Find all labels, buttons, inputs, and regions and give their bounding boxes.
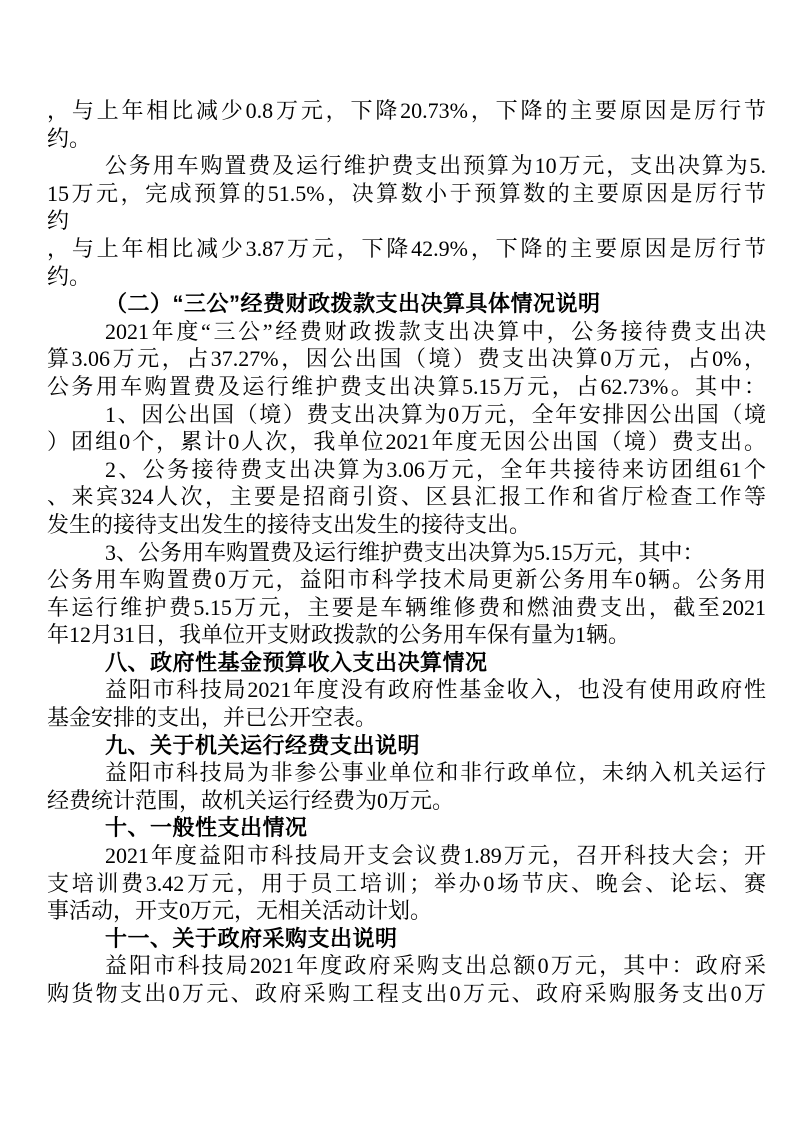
text-line: 事活动，开支0万元，无相关活动计划。 [47,898,433,924]
text-line: 2、公务接待费支出决算为3.06万元，全年共接待来访团组61个 [105,456,766,482]
text-line: 基金安排的支出，并已公开空表。 [47,705,378,731]
text-line: 算3.06万元，占37.27%，因公出国（境）费支出决算0万元，占0%， [47,346,766,372]
text-line: 15万元，完成预算的51.5%，决算数小于预算数的主要原因是厉行节 [47,180,766,206]
text-line: 公务用车购置费及运行维护费支出预算为10万元，支出决算为5. [105,153,766,179]
text-line: ，与上年相比减少3.87万元，下降42.9%，下降的主要原因是厉行节 [47,235,766,261]
text-line: ）团组0个，累计0人次，我单位2021年度无因公出国（境）费支出。 [47,429,766,455]
text-line: 支培训费3.42万元，用于员工培训；举办0场节庆、晚会、论坛、赛 [47,870,766,896]
text-line: 2021年度“三公”经费财政拨款支出决算中，公务接待费支出决 [105,318,766,344]
section-heading: 九、关于机关运行经费支出说明 [105,732,421,758]
text-line: 公务用车购置费0万元，益阳市科学技术局更新公务用车0辆。公务用 [47,567,766,593]
text-line: 约。 [47,125,92,151]
text-line: ，与上年相比减少0.8万元，下降20.73%，下降的主要原因是厉行节 [47,98,766,123]
section-heading: 十一、关于政府采购支出说明 [105,925,398,951]
text-line: 车运行维护费5.15万元，主要是车辆维修费和燃油费支出，截至2021 [47,594,766,620]
section-heading: 十、一般性支出情况 [105,815,308,841]
section-heading: 八、政府性基金预算收入支出决算情况 [105,649,488,675]
text-line: 、来宾324人次，主要是招商引资、区县汇报工作和省厅检查工作等 [47,484,766,510]
text-line: 益阳市科技局为非参公事业单位和非行政单位，未纳入机关运行 [105,760,766,786]
text-line: 年12月31日，我单位开支财政拨款的公务用车保有量为1辆。 [47,622,631,648]
text-line: 1、因公出国（境）费支出决算为0万元，全年安排因公出国（境 [105,401,766,427]
text-line: 约 [47,208,70,234]
text-line: 益阳市科技局2021年度政府采购支出总额0万元，其中：政府采 [105,953,766,979]
text-line: 经费统计范围，故机关运行经费为0万元。 [47,787,455,813]
text-line: 2021年度益阳市科技局开支会议费1.89万元，召开科技大会；开 [105,843,766,869]
text-line: 3、公务用车购置费及运行维护费支出决算为5.15万元，其中： [105,539,705,565]
section-heading: （二）“三公”经费财政拨款支出决算具体情况说明 [105,291,601,317]
text-line: 购货物支出0万元、政府采购工程支出0万元、政府采购服务支出0万 [47,981,766,1006]
text-line: 益阳市科技局2021年度没有政府性基金收入，也没有使用政府性 [105,677,766,703]
text-line: 发生的接待支出发生的接待支出发生的接待支出。 [47,511,532,537]
document-body [47,97,766,1008]
text-line: 约。 [47,263,92,289]
text-line: 公务用车购置费及运行维护费支出决算5.15万元，占62.73%。其中： [47,373,766,399]
